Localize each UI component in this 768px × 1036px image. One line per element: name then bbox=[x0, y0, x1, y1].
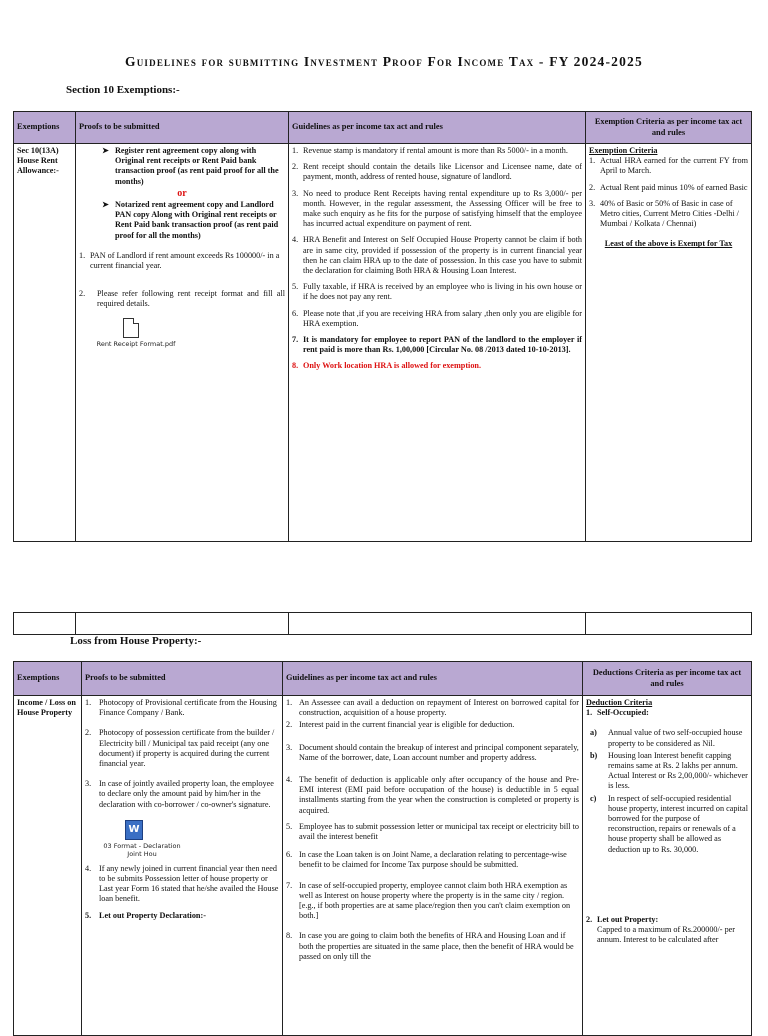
proof-arrow-item: ➤ Register rent agreement copy along with Original rent receipts or Rent Paid bank transaction proof (as rent paid proof for all the months) bbox=[102, 146, 279, 186]
pdf-file-icon[interactable] bbox=[123, 318, 139, 338]
section-10-table bbox=[13, 111, 752, 542]
hra-criteria-cell bbox=[586, 144, 752, 542]
header-criteria: Exemption Criteria as per income tax act and rules bbox=[586, 112, 752, 144]
house-guidelines-cell bbox=[283, 696, 583, 1036]
proof-item: 1. PAN of Landlord if rent amount exceeds Rs 100000/- in a current financial year. bbox=[79, 250, 280, 271]
guideline-item: 3. No need to produce Rent Receipts having rental expenditure up to Rs 3,000/- per month. However, in the regular assessment, the Assessing Officer will be free to make such enquiry as he fits for the purpose of satisfying himself that the employee has incurred actual expenditure on payment of rent. bbox=[292, 188, 582, 229]
or-separator: or bbox=[177, 187, 187, 199]
criteria-item: 1. Actual HRA earned for the current FY from April to March. bbox=[589, 156, 748, 176]
guideline-item: 4. HRA Benefit and Interest on Self Occupied House Property cannot be claim if both are in same city, provided if possession of the property is in current financial year then he can claim HRA up to the date of possession. In this case you have to submit the declaration for claiming Both HRA & Housing Loan Interest. bbox=[292, 235, 582, 276]
self-occupied-item: b) Housing loan Interest benefit capping remains same at Rs. 2 lakhs per annum. Actual Interest or Rs 2,00,000/- whichever is less. bbox=[590, 750, 748, 791]
self-occupied-label: 1. Self-Occupied: bbox=[586, 708, 649, 718]
guideline-item: 7. It is mandatory for employee to report PAN of the landlord to the employer if rent paid is more than Rs. 1,00,000 [Circular No. 08 /2013 dated 10-10-2013]. bbox=[292, 335, 582, 355]
self-occupied-item: c) In respect of self-occupied residential house property, interest incurred on capital borrowed for the purpose of reconstruction, repairs or renewals of a house property shall be allowed as deduction up to Rs. 30,000. bbox=[590, 793, 748, 854]
guideline-item: 2. Interest paid in the current financial year is eligible for deduction. bbox=[286, 720, 515, 730]
house-property-table bbox=[13, 661, 752, 1036]
guideline-item: 1. Revenue stamp is mandatory if rental amount is more than Rs 5000/- in a month. bbox=[292, 146, 568, 155]
guideline-item: 3. Document should contain the breakup of interest and principal component separately, Name of the borrower, date, Loan account number and property address. bbox=[286, 742, 579, 762]
guideline-item: 4. The benefit of deduction is applicable only after occupancy of the house and Pre-EMI interest (EMI paid before occupation of the house) is deductible in 5 equal installments starting from the year when the construction is completed or property is acquired. bbox=[286, 775, 579, 815]
house-property-heading: Loss from House Property:- bbox=[70, 635, 202, 647]
header-exemptions: Exemptions bbox=[14, 662, 82, 696]
house-criteria-cell bbox=[583, 696, 752, 1036]
proof-item: 1. Photocopy of Provisional certificate from the Housing Finance Company / Bank. bbox=[85, 698, 277, 718]
deduction-criteria-title: Deduction Criteria bbox=[586, 698, 653, 707]
proof-item: 3. In case of jointly availed property loan, the employee to declare only the amount paid by him/her in the declaration with co-borrower / co-owner's signature. bbox=[85, 779, 274, 809]
proof-item: 5. Let out Property Declaration:- bbox=[85, 910, 206, 920]
criteria-item: 2. Actual Rent paid minus 10% of earned Basic bbox=[589, 182, 748, 192]
empty-table-row bbox=[13, 612, 752, 635]
criteria-title: Exemption Criteria bbox=[589, 146, 658, 155]
guideline-item-highlight: 8. Only Work location HRA is allowed for exemption. bbox=[292, 361, 482, 371]
guideline-item: 6. Please note that ,if you are receiving HRA from salary ,then only you are eligible for HRA exemption. bbox=[292, 308, 582, 328]
let-out-label: 2. Let out Property: bbox=[586, 914, 659, 924]
proof-item: 4. If any newly joined in current financial year then need to be submits Possession letter of house property or Last year Form 16 stated that he/she availed the House loan benefit. bbox=[85, 863, 279, 904]
guideline-item: 6. In case the Loan taken is on Joint Name, a declaration relating to percentage-wise benefit to be claimed for Income Tax purpose should be submitted. bbox=[286, 850, 567, 870]
header-proofs: Proofs to be submitted bbox=[82, 662, 283, 696]
proof-item: 2. Please refer following rent receipt format and fill all required details. bbox=[79, 289, 285, 309]
guideline-item: 7. In case of self-occupied property, employee cannot claim both HRA exemption as well as Interest on house property where the property is in the same city / region. [e.g., if both properties are at same place/region then you can't claim exemption on both.] bbox=[286, 880, 571, 921]
guideline-item: 5. Employee has to submit possession letter or municipal tax receipt or electricity bill to avail the interest benefit bbox=[286, 821, 579, 842]
criteria-item: 3. 40% of Basic or 50% of Basic in case of Metro cities, Current Metro Cities -Delhi / Mumbai / Kolkata / Chennai) bbox=[589, 198, 739, 229]
document-title: Guidelines for submitting Investment Proof For Income Tax - FY 2024-2025 bbox=[125, 54, 643, 69]
self-occupied-item: a) Annual value of two self-occupied house property to be considered as Nil. bbox=[590, 728, 743, 748]
attachment-joint-declaration[interactable]: 03 Format - Declaration Joint Hou bbox=[103, 841, 181, 858]
word-document-icon[interactable]: W bbox=[125, 820, 143, 840]
proof-arrow-item: ➤ Notarized rent agreement copy and Landlord PAN copy Along with Original rent receipts or Rent Paid bank transaction proof (as rent paid proof for all the months) bbox=[102, 200, 279, 240]
header-exemptions: Exemptions bbox=[14, 112, 76, 144]
let-out-text: Capped to a maximum of Rs.200000/- per annum. Interest to be calculated after bbox=[597, 925, 736, 945]
criteria-note: Least of the above is Exempt for Tax bbox=[604, 239, 733, 249]
house-proofs-cell bbox=[82, 696, 283, 1036]
section-10-heading: Section 10 Exemptions:- bbox=[66, 84, 180, 96]
guideline-item: 5. Fully taxable, if HRA is received by an employee who is living in his own house or if he does not pay any rent. bbox=[292, 282, 582, 302]
guideline-item: 8. In case you are going to claim both the benefits of HRA and Housing Loan and if both the properties are situated in the same place, then the benefit of HRA would be passed on only till the bbox=[286, 931, 574, 961]
header-guidelines: Guidelines as per income tax act and rules bbox=[289, 112, 586, 144]
guideline-item: 1. An Assessee can avail a deduction on repayment of Interest on borrowed capital for construction, acquisition of a house property. bbox=[286, 698, 579, 718]
hra-proofs-cell bbox=[76, 144, 289, 542]
attachment-rent-receipt[interactable]: Rent Receipt Format.pdf bbox=[96, 339, 176, 348]
exemption-hra: Sec 10(13A) House Rent Allowance:- bbox=[14, 144, 76, 542]
header-proofs: Proofs to be submitted bbox=[76, 112, 289, 144]
header-guidelines: Guidelines as per income tax act and rules bbox=[283, 662, 583, 696]
header-criteria: Deductions Criteria as per income tax act and rules bbox=[583, 662, 752, 696]
exemption-house-property: Income / Loss on House Property bbox=[14, 696, 82, 1036]
hra-guidelines-cell bbox=[289, 144, 586, 542]
guideline-item: 2. Rent receipt should contain the details like Licensor and Licensee name, date of payment, month, address of rented house, signature of landlord. bbox=[292, 162, 582, 182]
proof-item: 2. Photocopy of possession certificate from the builder / Electricity bill / Municipal tax paid receipt (any one document) if property is acquired during the current financial year. bbox=[85, 728, 275, 769]
